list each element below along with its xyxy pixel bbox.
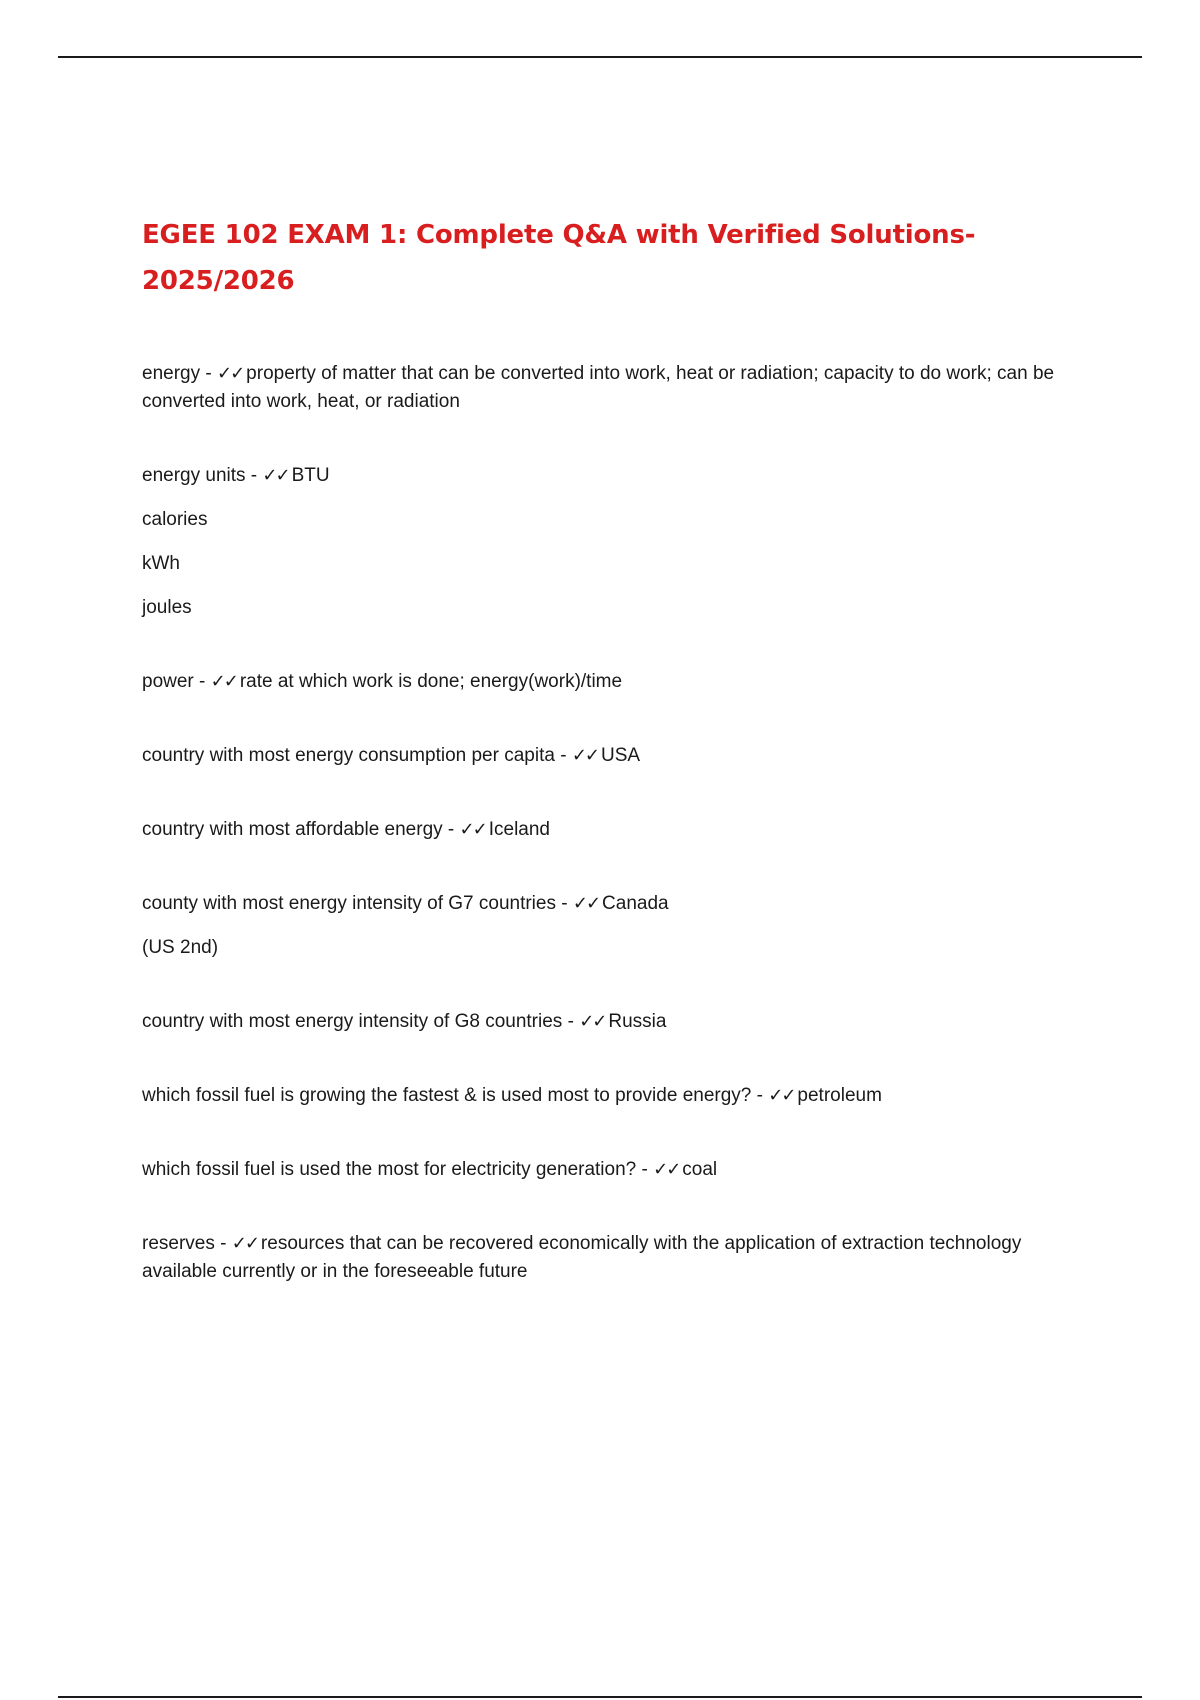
qa-term: county with most energy intensity of G7 countries (142, 893, 556, 914)
qa-line (142, 816, 1082, 844)
qa-answer: USA (601, 745, 641, 766)
qa-item (142, 1156, 1082, 1184)
header-rule (58, 56, 1142, 58)
qa-answer: resources that can be recovered economically with the application of extraction technology available currently or in the foreseeable future (142, 1233, 1022, 1282)
qa-line (142, 1082, 1082, 1110)
qa-separator: - (442, 819, 460, 840)
qa-term: energy (142, 363, 201, 384)
document-title: EGEE 102 EXAM 1: Complete Q&A with Verified Solutions-2025/2026 (142, 220, 976, 296)
qa-item (142, 1082, 1082, 1110)
qa-item (142, 890, 1082, 962)
qa-term: energy units (142, 465, 246, 486)
check-marks-icon: ✓✓ (571, 745, 598, 766)
qa-separator: - (193, 671, 211, 692)
qa-line (142, 1156, 1082, 1184)
qa-separator: - (200, 363, 217, 384)
qa-separator: - (562, 1011, 580, 1032)
qa-line (142, 742, 1082, 770)
qa-separator: - (245, 465, 263, 486)
qa-line (142, 1008, 1082, 1036)
check-marks-icon: ✓✓ (459, 819, 486, 840)
footer-rule (58, 1696, 1142, 1698)
check-marks-icon: ✓✓ (579, 1011, 606, 1032)
check-marks-icon: ✓✓ (768, 1085, 795, 1106)
qa-separator: - (555, 893, 573, 914)
qa-answer: Iceland (488, 819, 550, 840)
qa-separator: - (214, 1233, 232, 1254)
qa-line (142, 360, 1082, 416)
qa-line (142, 890, 1082, 918)
check-marks-icon: ✓✓ (231, 1233, 258, 1254)
qa-answer: Canada (602, 893, 669, 914)
document-body (142, 212, 1082, 1332)
qa-answer: property of matter that can be converted into work, heat or radiation; capacity to do work; can be converted into work, heat, or radiation (142, 363, 1055, 412)
qa-item (142, 668, 1082, 696)
qa-term: which fossil fuel is growing the fastest & is used most to provide energy? (142, 1085, 752, 1106)
check-marks-icon: ✓✓ (210, 671, 237, 692)
qa-answer: petroleum (797, 1085, 882, 1106)
qa-line (142, 462, 1082, 490)
qa-answer: coal (682, 1159, 718, 1180)
qa-item (142, 1008, 1082, 1036)
check-marks-icon: ✓✓ (653, 1159, 680, 1180)
qa-list (142, 360, 1082, 1286)
check-marks-icon: ✓✓ (262, 465, 289, 486)
qa-separator: - (751, 1085, 769, 1106)
qa-answer-extra: calories (142, 509, 208, 530)
qa-answer-extra: joules (142, 597, 192, 618)
qa-answer-extra: (US 2nd) (142, 937, 219, 958)
qa-item (142, 462, 1082, 622)
check-marks-icon: ✓✓ (217, 363, 244, 384)
qa-item (142, 816, 1082, 844)
check-marks-icon: ✓✓ (572, 893, 600, 914)
qa-answer-extra: kWh (142, 553, 180, 574)
qa-item (142, 360, 1082, 416)
qa-separator: - (554, 745, 572, 766)
qa-answer: BTU (291, 465, 330, 486)
qa-term: which fossil fuel is used the most for electricity generation? (142, 1159, 637, 1180)
qa-line (142, 1230, 1082, 1286)
qa-term: country with most energy intensity of G8 countries (142, 1011, 563, 1032)
qa-term: power (142, 671, 194, 692)
qa-term: reserves (142, 1233, 215, 1254)
qa-answer: Russia (608, 1011, 667, 1032)
qa-term: country with most energy consumption per capita (142, 745, 555, 766)
qa-item (142, 1230, 1082, 1286)
qa-term: country with most affordable energy (142, 819, 443, 840)
qa-line (142, 668, 1082, 696)
qa-item (142, 742, 1082, 770)
qa-answer: rate at which work is done; energy(work)/time (239, 671, 623, 692)
qa-separator: - (636, 1159, 654, 1180)
